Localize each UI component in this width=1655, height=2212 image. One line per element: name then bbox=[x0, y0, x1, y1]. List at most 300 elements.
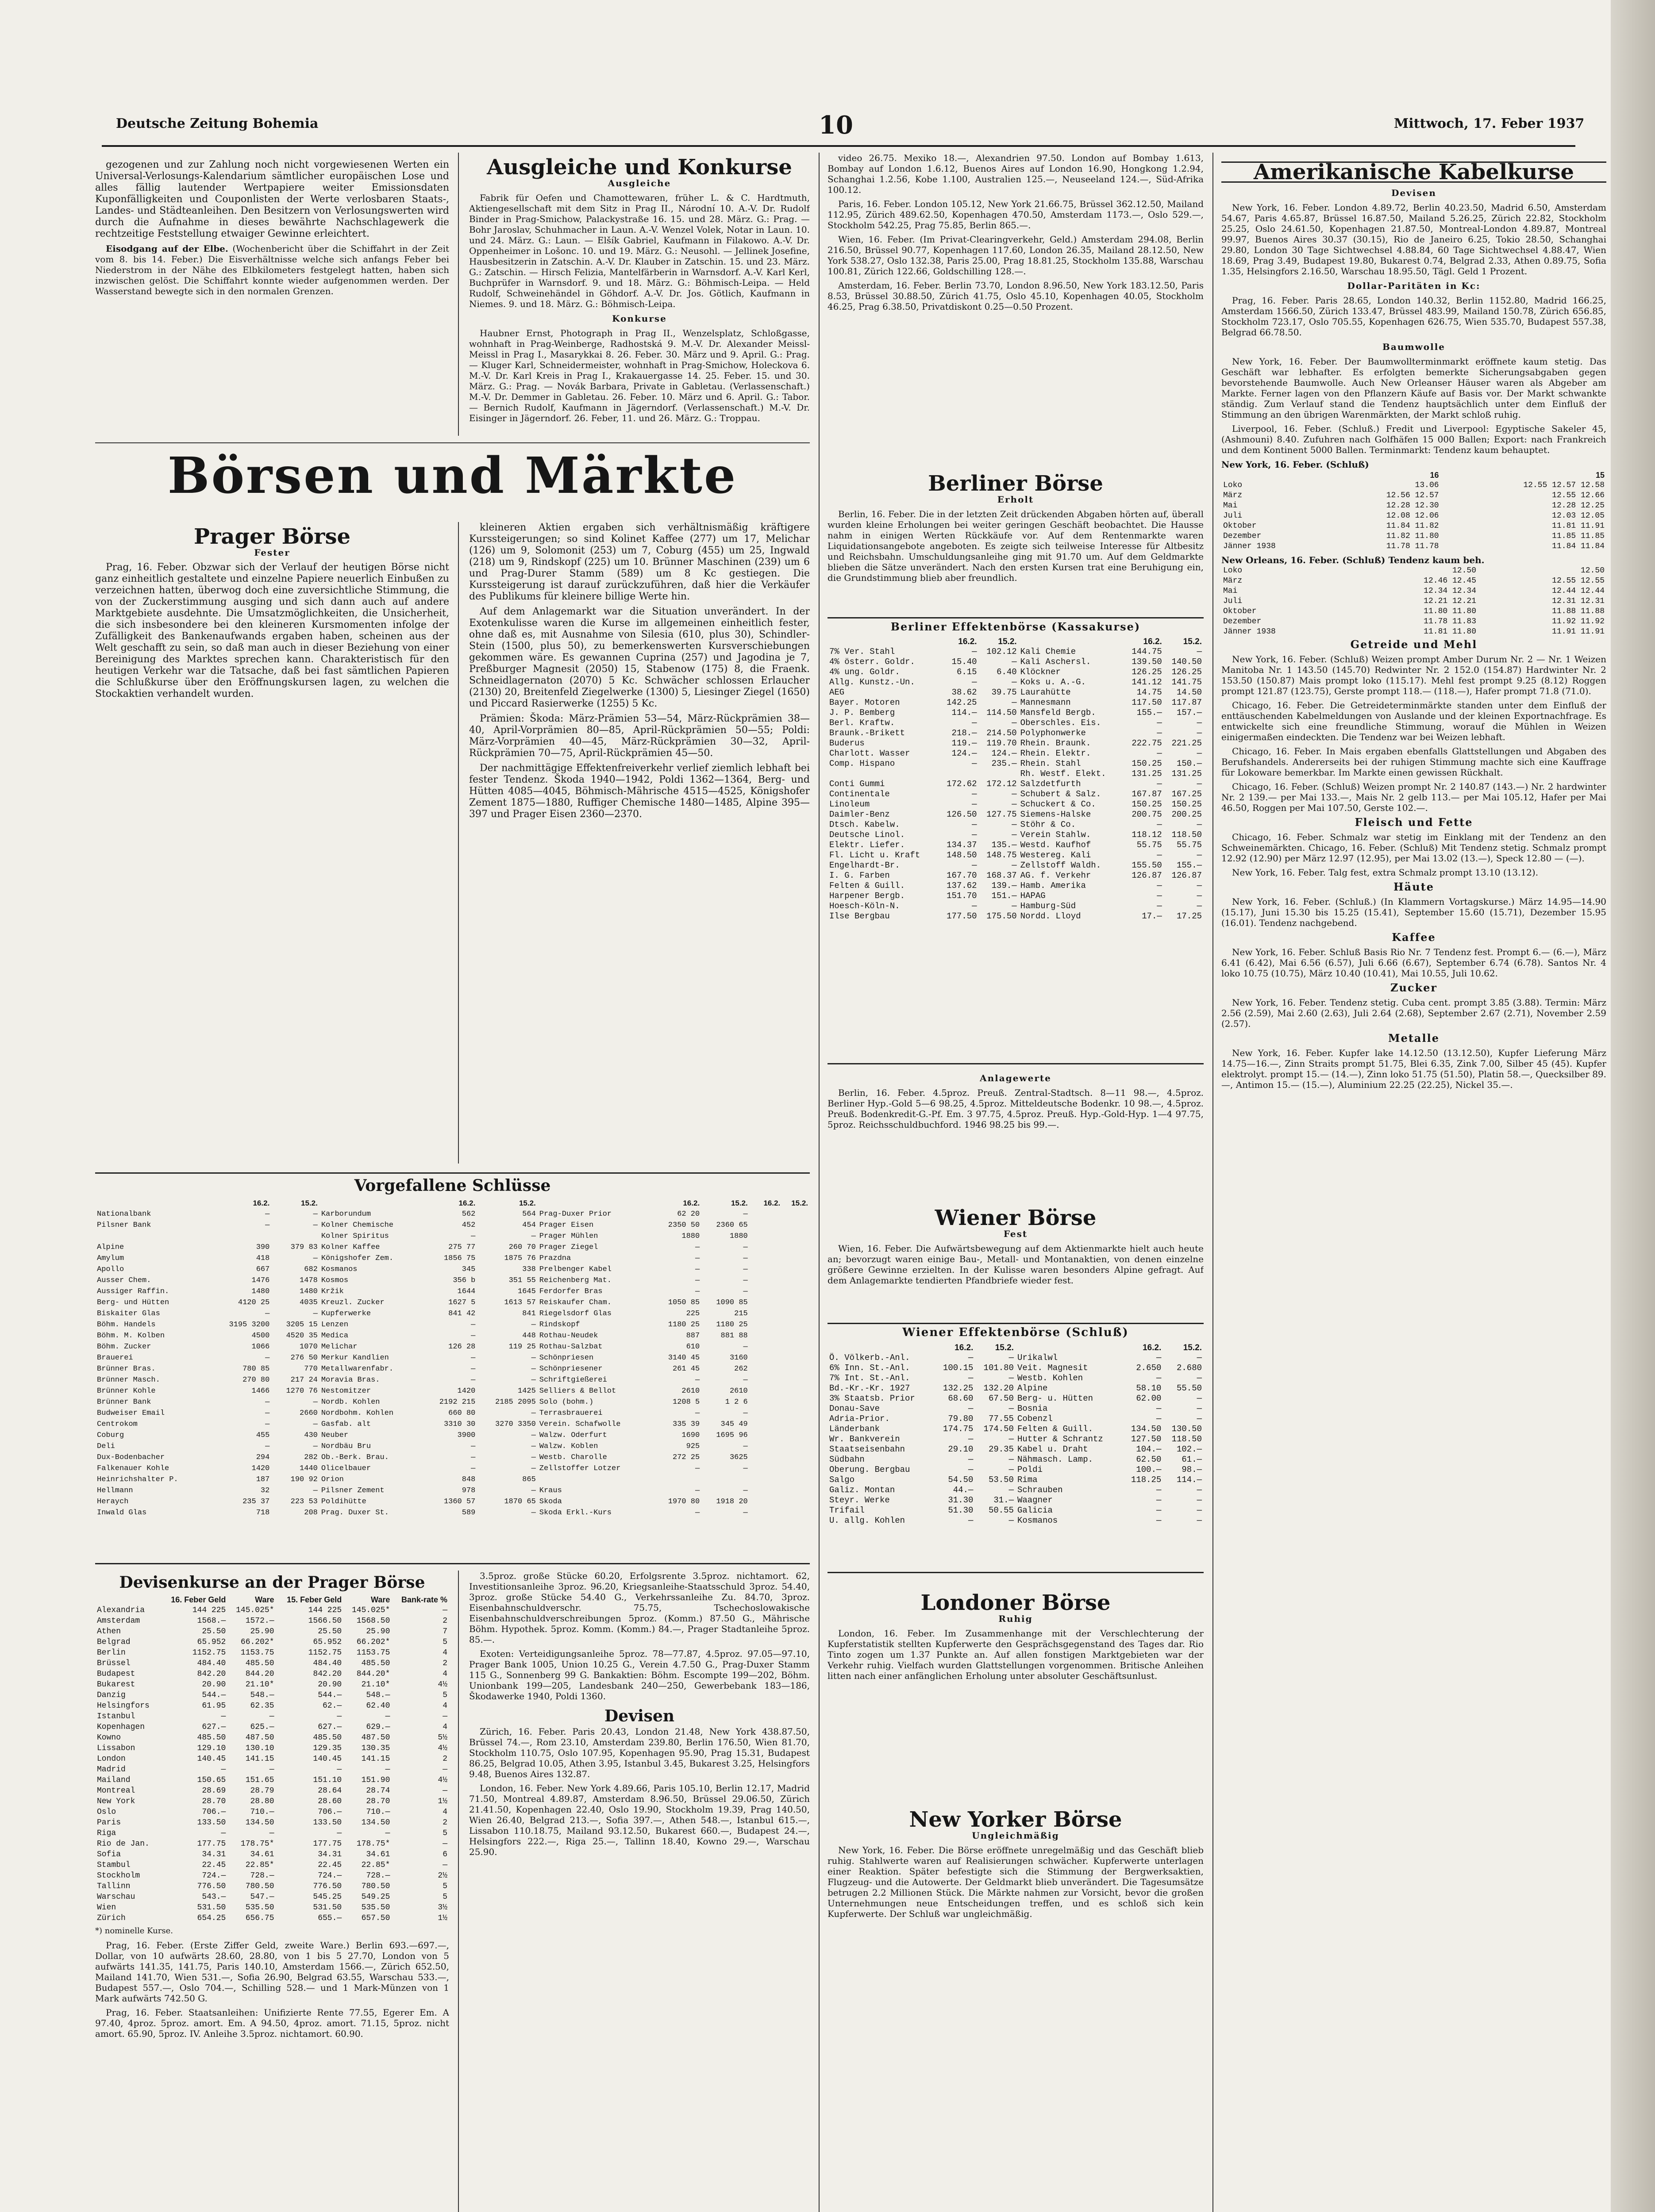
vorgefallene-cell bbox=[750, 1297, 754, 1308]
berlin-kassa-cell: Hamburg-Süd bbox=[1020, 901, 1076, 911]
vorgefallene-cell: Kosmos bbox=[321, 1276, 349, 1285]
vorgefallene-cell: Amylum bbox=[97, 1254, 124, 1263]
vorgefallene-cell: 1420 bbox=[251, 1464, 270, 1473]
vorgefallene-cell: 345 bbox=[462, 1265, 476, 1274]
vorgefallene-cell bbox=[750, 1452, 754, 1463]
berlin-kassa-cell: Kali Aschersl. bbox=[1020, 657, 1091, 667]
devisen-prag-cell: Tallinn bbox=[97, 1882, 131, 1891]
vorgefallene-cell: 1480 bbox=[300, 1287, 318, 1296]
vorgefallene-header: 15.2. bbox=[519, 1199, 536, 1207]
wiener-effekten-cell: Südbahn bbox=[829, 1455, 865, 1464]
liverpool-text: Liverpool, 16. Feber. (Schluß.) Fredit und Liverpool: Egyptische Sakeler 45, (Ashmouni) 8.40. Zufuhren nach Golfhäfen 15 000 Ballen; Export: nach Frankreich und dem Kontinent 5000 Ballen. Terminmarkt: Tendenz kaum behauptet. bbox=[1221, 423, 1606, 455]
konkurse-text: Haubner Ernst, Photograph in Prag II., Wenzelsplatz, Schloßgasse, wohnhaft in Prag-Weinberge, Radhostská 9. M.-V. Dr. Alexander Meissl-Meissl in Prag I., Masarykkai 8. 26. Feber. 30. März und 9. April. G.: Prag. — Kluger Karl, Schneidermeister, wohnhaft in Prag-Smichow, Holeckova 6. M.-V. Dr. Karl Kreis in Prag I., Krakauergasse 14. 25. Feber. 15. und 30. März. G.: Prag. — Novák Barbara, Private in Gabletau. (Verlassenschaft.) M.-V. Dr. Demmer in Gabletau. 26. Feber. 10. März und 6. April. G.: Tabor. — Bernich Rudolf, Kaufmann in Jägerndorf. (Verlassenschaft.) M.-V. Dr. Eisinger in Jägerndorf. 26. Feber, 11. und 26. März. G.: Troppau. bbox=[469, 328, 810, 423]
devisen-prag-cell: 140.45 bbox=[313, 1755, 342, 1763]
vorgefallene-cell bbox=[750, 1319, 754, 1330]
berlin-kassa-cell: Buderus bbox=[829, 738, 865, 748]
wiener-effekten-row bbox=[828, 1394, 1204, 1404]
vorgefallene-cell: — bbox=[695, 1287, 700, 1296]
wiener-effekten-cell: Hutter & Schrantz bbox=[1017, 1434, 1103, 1444]
vorgefallene-cell: 887 bbox=[686, 1332, 700, 1340]
wiener-effekten-row bbox=[828, 1373, 1204, 1383]
wiener-effekten-cell: 29.35 bbox=[988, 1444, 1014, 1454]
column-rule bbox=[458, 522, 459, 1164]
devisen-prag-cell: 724.— bbox=[318, 1871, 342, 1880]
berlin-kassa-cell: 167.87 bbox=[1132, 789, 1162, 799]
devisen-prag-cell: Montreal bbox=[97, 1786, 135, 1795]
vorgefallene-cell: — bbox=[531, 1232, 536, 1240]
devisen-prag-cell: 2½ bbox=[438, 1871, 447, 1880]
wiener-effekten-box bbox=[828, 1323, 1204, 1573]
londoner-title: Londoner Börse bbox=[920, 1590, 1111, 1615]
vorgefallene-cell bbox=[750, 1231, 754, 1242]
berlin-kassa-cell bbox=[979, 769, 1019, 779]
vorgefallene-cell bbox=[750, 1419, 754, 1430]
vorgefallene-cell bbox=[782, 1430, 810, 1441]
wiener-effekten-cell: 62.00 bbox=[1136, 1394, 1162, 1403]
berlin-kassa-cell: 172.62 bbox=[947, 779, 977, 789]
vorgefallene-cell: 275 77 bbox=[448, 1243, 476, 1252]
vorgefallene-cell: 925 bbox=[686, 1442, 700, 1451]
berlin-kassa-cell: — bbox=[972, 820, 977, 830]
berlin-kassa-row bbox=[828, 687, 1204, 698]
berlin-kassa-row bbox=[828, 728, 1204, 738]
wiener-effekten-row bbox=[828, 1475, 1204, 1485]
ny-baumwolle-cell: 12.28 12.25 bbox=[1552, 501, 1605, 510]
vorgefallene-cell bbox=[782, 1386, 810, 1397]
vorgefallene-cell: 848 bbox=[462, 1475, 476, 1484]
vorgefallene-cell bbox=[754, 1308, 782, 1319]
berlin-kassa-cell: Westd. Kaufhof bbox=[1020, 840, 1091, 850]
vorgefallene-cell bbox=[211, 1231, 271, 1242]
anlagewerte bbox=[828, 1071, 1204, 1172]
vorgefallene-cell: Selliers & Bellot bbox=[539, 1387, 616, 1395]
berlin-kassa-cell: — bbox=[1012, 657, 1017, 667]
vorgefallene-cell bbox=[701, 1474, 750, 1485]
berlin-kassa-cell: — bbox=[972, 901, 977, 911]
wiener-effekten-cell: 6% Inn. St.-Anl. bbox=[829, 1363, 910, 1373]
wiener-effekten-cell: — bbox=[1008, 1516, 1014, 1525]
wiener-effekten-cell: — bbox=[1008, 1373, 1014, 1383]
wiener-effekten-cell: 61.— bbox=[1182, 1455, 1202, 1464]
vorgefallene-cell: 119 25 bbox=[508, 1343, 536, 1351]
vorgefallene-cell: — bbox=[743, 1287, 748, 1296]
vorgefallene-cell: 390 bbox=[256, 1243, 270, 1252]
vorgefallene-cell: 262 bbox=[734, 1365, 748, 1373]
devisen-prag-cell: 151.90 bbox=[361, 1776, 390, 1785]
ny-baumwolle-cell: 11.85 11.85 bbox=[1552, 532, 1605, 541]
new-orleans-row bbox=[1221, 617, 1606, 627]
getreide-title: Getreide und Mehl bbox=[1350, 638, 1478, 651]
devisen-prag-cell: 1153.75 bbox=[356, 1648, 390, 1657]
staatsanleihen-text: Prag, 16. Feber. Staatsanleihen: Unifizierte Rente 77.55, Egerer Em. A 97.40, 4proz. 5proz. amort. Em. A 94.50, 4proz. amort. 71.15, 5proz. nicht amort. 65.90, 5proz. IV. Anleihe 3.5proz. nichtamort. 60.90. bbox=[95, 2007, 449, 2039]
fleisch-title: Fleisch und Fette bbox=[1355, 816, 1473, 829]
devisen-prag-cell: 20.90 bbox=[202, 1680, 226, 1689]
vorgefallene-cell: 452 bbox=[462, 1221, 476, 1229]
berlin-kassa-cell: 200.75 bbox=[1132, 810, 1162, 819]
london-devisen: London, 16. Feber. New York 4.89.66, Paris 105.10, Berlin 12.17, Madrid 71.50, Montreal 4.89.87, Amsterdam 8.96.50, Brüssel 29.06.50, Zürich 21.41.50, Kopenhagen 22.40, Oslo 19.90, Stockholm 19.39, Prag 140.50, Wien 26.40, Belgrad 213.—, Sofia 397.—, Athen 548.—, Istanbul 615.—, Lissabon 110.18.75, Mailand 93.12.50, Bukarest 660.—, Budapest 24.—, Helsingfors 222.—, Riga 25.—, Tallinn 18.40, Kowno 29.—, Warschau 25.90. bbox=[469, 1783, 810, 1857]
verlosung-text: gezogenen und zur Zahlung noch nicht vorgewiesenen Werten ein Universal-Verlosungs-Kalendarium sämtlicher europäischen Lose und alles fällig lautender Wertpapiere weiter Emissionsdaten Kuponfälligkeiten und Couponlisten der Werte verlosbaren Staats-, Landes- und Städteanleihen. Den Besitzern von Verlosungswerten wird durch die Aufnahme in dieses bewährte Nachschlagewerk die rechtzeitige Feststellung etwaiger Gewinne erleichtert. bbox=[95, 159, 449, 239]
berlin-kassa-cell: Siemens-Halske bbox=[1020, 810, 1091, 819]
vorgefallene-cell: 1970 80 bbox=[668, 1498, 700, 1506]
vorgefallene-cell bbox=[754, 1220, 782, 1231]
new-orleans-cell: 12.21 12.21 bbox=[1424, 597, 1476, 606]
wiener-effekten-cell: — bbox=[1156, 1505, 1162, 1515]
ny-baumwolle-row bbox=[1221, 521, 1606, 531]
vorgefallene-cell: Riegelsdorf Glas bbox=[539, 1310, 612, 1318]
devisen-prag-cell: Helsingfors bbox=[97, 1701, 150, 1710]
devisen-prag-cell: 25.90 bbox=[366, 1627, 390, 1636]
devisen-prag-cell: Belgrad bbox=[97, 1638, 131, 1647]
berlin-kassa-cell: — bbox=[1197, 881, 1202, 891]
berlin-kassa-cell: Daimler-Benz bbox=[829, 810, 890, 819]
berlin-kassa-cell: Laurahütte bbox=[1020, 687, 1071, 697]
ny-baumwolle-row bbox=[1221, 491, 1606, 501]
zuerich-devisen: Zürich, 16. Feber. Paris 20.43, London 21.48, New York 438.87.50, Brüssel 74.—, Rom 23.10, Amsterdam 239.80, Berlin 176.50, Wien 81.70, Stockholm 110.75, Oslo 107.95, Kopenhagen 95.90, Prag 15.31, Budapest 86.25, Belgrad 10.05, Athen 3.95, Istanbul 3.45, Bukarest 3.25, Helsingfors 9.48, Buenos Aires 132.87. bbox=[469, 1726, 810, 1779]
vorgefallene-cell bbox=[754, 1253, 782, 1264]
berlin-kassa-cell: 126.87 bbox=[1132, 871, 1162, 880]
vorgefallene-cell: — bbox=[695, 1243, 700, 1252]
ny-baumwolle-table bbox=[1221, 470, 1606, 552]
vorgefallene-cell: 338 bbox=[522, 1265, 536, 1274]
haeute-title: Häute bbox=[1393, 880, 1435, 893]
berlin-kassa-cell: 150.25 bbox=[1132, 759, 1162, 768]
vorgefallene-cell bbox=[750, 1386, 754, 1397]
vorgefallene-cell: 2350 50 bbox=[668, 1221, 700, 1229]
vorgefallene-row bbox=[95, 1253, 810, 1264]
berlin-kassa-cell: Kali Chemie bbox=[1020, 647, 1076, 657]
new-orleans-cell: 11.91 11.91 bbox=[1552, 627, 1605, 636]
wiener-effekten-cell: Veit. Magnesit bbox=[1017, 1363, 1088, 1373]
devisen-prag-cell: 2 bbox=[443, 1617, 447, 1625]
berlin-kassa-cell: 139.50 bbox=[1132, 657, 1162, 667]
vorgefallene-cell bbox=[782, 1397, 810, 1408]
devisen-prag-cell: 34.31 bbox=[202, 1850, 226, 1859]
wiener-boerse bbox=[828, 1203, 1204, 1310]
vorgefallene-cell bbox=[95, 1231, 211, 1242]
vorgefallene-cell: Zellstoffer Lotzer bbox=[539, 1464, 621, 1473]
berlin-kassa-cell: 7% Ver. Stahl bbox=[829, 647, 895, 657]
devisen-prag-cell: 34.61 bbox=[250, 1850, 274, 1859]
wiener-effekten-cell: 118.50 bbox=[1171, 1434, 1202, 1444]
devisen-prag-cell: Bukarest bbox=[97, 1680, 135, 1689]
new-orleans-cell: 12.46 12.45 bbox=[1424, 576, 1476, 585]
berlin-kassa-row bbox=[828, 850, 1204, 860]
vorgefallene-cell: — bbox=[743, 1265, 748, 1274]
wiener-effekten-row bbox=[828, 1424, 1204, 1434]
berlin-kassa-header: 16.2. bbox=[958, 637, 977, 646]
vorgefallene-cell: 1440 bbox=[300, 1464, 318, 1473]
vorgefallene-row bbox=[95, 1507, 810, 1518]
vorgefallene-cell: Deli bbox=[97, 1442, 115, 1451]
vorgefallene-cell: Walzw. Oderfurt bbox=[539, 1431, 607, 1440]
vorgefallene-row bbox=[95, 1485, 810, 1496]
vorgefallene-cell: Schriftgießerei bbox=[539, 1376, 607, 1384]
devisen-prag-cell: 140.45 bbox=[197, 1755, 226, 1763]
berlin-kassa-cell: 15.40 bbox=[951, 657, 977, 667]
berlin-kassa-cell: 39.75 bbox=[991, 687, 1017, 697]
new-orleans-cell: März bbox=[1223, 576, 1243, 585]
column-rule bbox=[819, 153, 820, 2212]
wiener-effekten-cell: Waagner bbox=[1017, 1495, 1053, 1505]
vorgefallene-cell: 1466 bbox=[251, 1387, 270, 1395]
vorgefallene-cell bbox=[782, 1507, 810, 1518]
vorgefallene-cell: — bbox=[695, 1486, 700, 1495]
vorgefallene-row bbox=[95, 1308, 810, 1319]
devisen-prag-cell: 7 bbox=[443, 1627, 447, 1636]
devisen-prag-cell: Lissabon bbox=[97, 1744, 135, 1753]
vorgefallene-cell: — bbox=[531, 1365, 536, 1373]
page-number: 10 bbox=[819, 111, 853, 140]
ny-baumwolle-cell: 13.06 bbox=[1415, 481, 1439, 490]
wiener-effekten-cell: 98.— bbox=[1182, 1465, 1202, 1475]
vorgefallene-header bbox=[750, 1198, 754, 1209]
berlin-kassa-header bbox=[828, 637, 939, 647]
vorgefallene-cell: Kolner Spiritus bbox=[321, 1232, 389, 1240]
vorgefallene-cell: 215 bbox=[734, 1310, 748, 1318]
devisen-prag-row bbox=[95, 1860, 449, 1870]
berlin-kassa-cell: Felten & Guill. bbox=[829, 881, 905, 891]
vorgefallene-cell: Nordbäu Bru bbox=[321, 1442, 371, 1451]
vorgefallene-cell: 1360 57 bbox=[443, 1498, 476, 1506]
devisen-prag-cell: — bbox=[337, 1765, 342, 1774]
vorgefallene-cell: — bbox=[313, 1442, 318, 1451]
berlin-kassa-row bbox=[828, 901, 1204, 911]
vorgefallene-cell bbox=[782, 1253, 810, 1264]
vorgefallene-cell: Kržik bbox=[321, 1287, 344, 1296]
devisen-prag-cell: 5 bbox=[443, 1882, 447, 1891]
vorgefallene-cell: — bbox=[531, 1486, 536, 1495]
wiener-effekten-cell: — bbox=[1197, 1505, 1202, 1515]
berlin-kassa-cell: — bbox=[972, 789, 977, 799]
wiener-effekten-cell: 44.— bbox=[953, 1485, 974, 1495]
devisen-prag-cell: Athen bbox=[97, 1627, 121, 1636]
dollar-paritaeten-text: Prag, 16. Feber. Paris 28.65, London 140.32, Berlin 1152.80, Madrid 166.25, Amsterdam 1566.50, Zürich 133.47, Brüssel 483.99, Mailand 150.78, Zürich 656.85, Stockholm 723.17, Oslo 705.55, Kopenhagen 626.75, Wien 535.70, Budapest 557.38, Belgrad 66.78.50. bbox=[1221, 295, 1606, 338]
berlin-kassa-cell: — bbox=[1012, 820, 1017, 830]
devisen-prag-header bbox=[95, 1594, 160, 1605]
devisen-prag-cell: — bbox=[221, 1712, 226, 1721]
vorgefallene-cell: Prager Mühlen bbox=[539, 1232, 598, 1240]
devisen-prag-textblock bbox=[95, 1940, 449, 2043]
vorgefallene-cell: 562 bbox=[462, 1210, 476, 1218]
prager-praemien: Prämien: Škoda: März-Prämien 53—54, März-Rückprämien 38—40, April-Vorprämien 80—85, April-Rückprämien 50—55; Poldi: März-Vorprämien 40—45, März-Rückprämien 30—32, April-Rückprämien 70—75, April-Rückprämien 45—50. bbox=[469, 713, 810, 759]
vorgefallene-cell bbox=[782, 1319, 810, 1330]
devisen-prag-cell: 5½ bbox=[438, 1733, 447, 1742]
vorgefallene-cell: — bbox=[695, 1409, 700, 1417]
vorgefallene-cell bbox=[754, 1397, 782, 1408]
vorgefallene-cell: 217 24 bbox=[290, 1376, 318, 1384]
page-fold-shadow bbox=[1611, 0, 1655, 2212]
wiener-effekten-header: 16.2. bbox=[955, 1343, 974, 1352]
devisen-prag-cell: 129.10 bbox=[197, 1744, 226, 1753]
wiener-effekten-cell: 29.10 bbox=[948, 1444, 974, 1454]
devisen-prag-cell: 780.50 bbox=[361, 1882, 390, 1891]
berlin-kassa-cell: — bbox=[972, 759, 977, 768]
vorgefallene-header: 16.2. bbox=[683, 1199, 700, 1207]
section-rule bbox=[95, 442, 810, 443]
vorgefallene-cell: — bbox=[743, 1509, 748, 1517]
vorgefallene-cell: — bbox=[471, 1376, 476, 1384]
vorgefallene-row bbox=[95, 1375, 810, 1386]
berlin-kassa-cell: 131.25 bbox=[1132, 769, 1162, 779]
ny-baumwolle-header: 16 bbox=[1430, 471, 1439, 480]
devisen-prag-cell: 1568.— bbox=[197, 1617, 226, 1625]
vorgefallene-cell: — bbox=[695, 1265, 700, 1274]
berlin-kassa-cell: Conti Gummi bbox=[829, 779, 885, 789]
vorgefallene-cell: 1690 bbox=[681, 1431, 700, 1440]
vorgefallene-header: 16.2. bbox=[458, 1199, 476, 1207]
berlin-kassa-cell: 139.— bbox=[991, 881, 1017, 891]
newyorker-boerse bbox=[828, 1805, 1204, 2212]
vorgefallene-cell: 2192 215 bbox=[439, 1398, 476, 1406]
column-kabelkurse bbox=[1221, 153, 1606, 2212]
devisen-prag-cell: — bbox=[443, 1861, 447, 1870]
devisen-prag-cell: 484.40 bbox=[313, 1659, 342, 1668]
vorgefallene-cell: 356 b bbox=[453, 1276, 476, 1285]
vorgefallene-cell: — bbox=[313, 1486, 318, 1495]
wiener-effekten-cell: 7% Int. St.-Anl. bbox=[829, 1373, 910, 1383]
vorgefallene-header: 15.2. bbox=[301, 1199, 318, 1207]
vorgefallene-cell: Rothau-Salzbat bbox=[539, 1343, 603, 1351]
vorgefallene-cell: Skoda Erkl.-Kurs bbox=[539, 1509, 612, 1517]
devisen-prag-row bbox=[95, 1679, 449, 1690]
dollar-paritaeten-title: Dollar-Paritäten in Kc: bbox=[1347, 280, 1481, 291]
berlin-kassa-cell: — bbox=[1012, 789, 1017, 799]
berlin-kassa-cell: 6.15 bbox=[956, 667, 977, 677]
vorgefallene-cell: — bbox=[471, 1332, 476, 1340]
vorgefallene-cell: Karborundum bbox=[321, 1210, 371, 1218]
vorgefallene-cell bbox=[754, 1419, 782, 1430]
vorgefallene-cell: 448 bbox=[522, 1332, 536, 1340]
wiener-effekten-cell: 62.50 bbox=[1136, 1455, 1162, 1464]
vorgefallene-cell bbox=[782, 1363, 810, 1375]
devisen-prag-cell: 25.50 bbox=[202, 1627, 226, 1636]
elbe-notice-text: (Wochenbericht über die Schiffahrt in der Zeit vom 8. bis 14. Feber.) Die Eisverhältnisse welche sich anfangs Feber bei Niederstrom in der Nähe des Elbkilometers festgelegt hatten, haben sich inzwischen gelöst. Die Schiffahrt konnte wieder aufgenommen werden. Der Wasserstand bewegte sich in den normalen Grenzen. bbox=[95, 243, 449, 296]
vorgefallene-cell: Ferdorfer Bras bbox=[539, 1287, 603, 1296]
ny-baumwolle-cell: Dezember bbox=[1223, 532, 1262, 541]
devisen-prag-cell: 485.50 bbox=[245, 1659, 274, 1668]
vorgefallene-header: 16.2. bbox=[253, 1199, 270, 1207]
wiener-effekten-cell: Wr. Bankverein bbox=[829, 1434, 900, 1444]
wiener-effekten-cell: Länderbank bbox=[829, 1424, 880, 1434]
vorgefallene-cell: Brünner Bras. bbox=[97, 1365, 156, 1373]
devisen-prag-cell: — bbox=[221, 1829, 226, 1838]
vorgefallene-cell: 841 bbox=[522, 1310, 536, 1318]
amsterdam-devisen: Amsterdam, 16. Feber. Berlin 73.70, London 8.96.50, New York 183.12.50, Paris 8.53, Brüssel 30.88.50, Zürich 41.75, Oslo 45.10, Kopenhagen 40.05, Stockholm 46.25, Prag 6.38.50, Privatdiskont 0.25—0.50 Prozent. bbox=[828, 280, 1204, 312]
wiener-effekten-cell: 104.— bbox=[1136, 1444, 1162, 1454]
vorgefallene-cell: 610 bbox=[686, 1343, 700, 1351]
prager-boerse-cont bbox=[469, 522, 810, 1164]
ausgleiche-subtitle: Ausgleiche bbox=[608, 178, 671, 188]
wiener-effekten-cell: Nähmasch. Lamp. bbox=[1017, 1455, 1093, 1464]
vorgefallene-cell: — bbox=[265, 1442, 270, 1451]
berlin-kassa-cell: 55.75 bbox=[1136, 840, 1162, 850]
new-orleans-cell: Oktober bbox=[1223, 607, 1257, 616]
vorgefallene-cell: Verein. Schafwolle bbox=[539, 1420, 621, 1429]
vorgefallene-cell bbox=[754, 1474, 782, 1485]
devisen-prag-cell: 28.79 bbox=[250, 1786, 274, 1795]
berlin-kassa-cell: 141.12 bbox=[1132, 677, 1162, 687]
vorgefallene-cell bbox=[750, 1441, 754, 1452]
devisen-prag-cell: 21.10* bbox=[245, 1680, 274, 1689]
wiener-effekten-row bbox=[828, 1414, 1204, 1424]
wiener-effekten-cell: 102.— bbox=[1176, 1444, 1202, 1454]
devisen-prag-cell: Danzig bbox=[97, 1691, 126, 1700]
issue-date: Mittwoch, 17. Feber 1937 bbox=[1394, 116, 1585, 131]
devisen-prag-cell: 4½ bbox=[438, 1744, 447, 1753]
devisen-prag-header: 15. Feber Geld bbox=[287, 1595, 342, 1604]
vorgefallene-cell: Walzw. Koblen bbox=[539, 1442, 598, 1451]
berlin-kassa-cell: 117.50 bbox=[1132, 698, 1162, 707]
berlin-kassa-cell: 14.75 bbox=[1136, 687, 1162, 697]
berlin-kassa-cell: 137.62 bbox=[947, 881, 977, 891]
berlin-kassa-cell: Rhein. Stahl bbox=[1020, 759, 1081, 768]
berlin-kassa-cell: 131.25 bbox=[1171, 769, 1202, 779]
vorgefallene-cell: 1645 bbox=[517, 1287, 536, 1296]
berlin-kassa-cell: — bbox=[1157, 881, 1162, 891]
wiener-effekten-cell: 31.30 bbox=[948, 1495, 974, 1505]
vorgefallene-cell bbox=[754, 1297, 782, 1308]
exoten-text: Exoten: Verteidigungsanleihe 5proz. 78—77.87, 4.5proz. 97.05—97.10, Prager Bank 1005, Union 10.25 G., Verein 4.7.50 G., Prag-Duxer Stamm 115 G., Sonnenberg 99 G. Bankaktien: Böhm. Escompte 199—202, Böhm. Unionbank 199—205, Landesbank 240—250, Gewerbebank 183—186, Škodawerke 1940, Poldi 1360. bbox=[469, 1648, 810, 1701]
berlin-kassa-cell: 126.87 bbox=[1171, 871, 1202, 880]
vorgefallene-header bbox=[95, 1198, 211, 1209]
ny-baumwolle-cell: Oktober bbox=[1223, 522, 1257, 530]
devisen-prag-cell: 656.75 bbox=[245, 1914, 274, 1923]
vorgefallene-cell: 3310 30 bbox=[443, 1420, 476, 1429]
berlin-kassa-cell: 141.75 bbox=[1171, 677, 1202, 687]
wiener-effekten-cell: Ö. Völkerb.-Anl. bbox=[829, 1353, 910, 1363]
ny-baumwolle-cell: Mai bbox=[1223, 501, 1238, 510]
devisen-prag-cell: 177.75 bbox=[313, 1839, 342, 1848]
devisen-prag-cell: — bbox=[443, 1786, 447, 1795]
vorgefallene-cell: — bbox=[471, 1464, 476, 1473]
prager-text-2: kleineren Aktien ergaben sich verhältnismäßig kräftigere Kurssteigerungen; so sind Kolinet Kaffee (277) um 17, Melichar (126) um 9, Solomonit (253) um 7, Coburg (455) um 25, Ingwald (218) um 9, Rindskopf (225) um 10. Brünner Maschinen (239) um 6 und Prag-Durer Stamm (589) um 8 Kc gestiegen. Die Kurssteigerung ist darauf zurückzuführen, daß hier die Verkäufer des Publikums für kleinere billige Werte hin. bbox=[469, 522, 810, 602]
wiener-effekten-cell: 2.650 bbox=[1136, 1363, 1162, 1373]
vorgefallene-cell bbox=[754, 1485, 782, 1496]
devisen-prag-cell: 629.— bbox=[366, 1723, 390, 1732]
column-verlosung bbox=[95, 159, 449, 425]
vorgefallene-cell bbox=[654, 1474, 702, 1485]
devisen-prag-cell: 1568.50 bbox=[356, 1617, 390, 1625]
vorgefallene-row bbox=[95, 1397, 810, 1408]
vorgefallene-cell: Prager Ziegel bbox=[539, 1243, 598, 1252]
vorgefallene-row bbox=[95, 1341, 810, 1352]
vorgefallene-cell: — bbox=[743, 1276, 748, 1285]
berlin-kassa-cell: Hamb. Amerika bbox=[1020, 881, 1086, 891]
devisen-prag-cell: — bbox=[269, 1712, 274, 1721]
berlin-kassa-cell: 118.50 bbox=[1171, 830, 1202, 840]
chicago-text: Chicago, 16. Feber. Die Getreideterminmärkte standen unter dem Einfluß der enttäuschenden Kabelmeldungen von Auslande und der kleinen Exportnachfrage. Es entwickelte sich eine freundliche Stimmung, worauf die Mühlen in Weizen einigermaßen eindeckten. Die Tendenz war bei Weizen lebhaft. bbox=[1221, 700, 1606, 742]
wiener-effekten-cell: — bbox=[1156, 1516, 1162, 1525]
devisen-prag-cell: 2 bbox=[443, 1755, 447, 1763]
devisen-prag-cell: Amsterdam bbox=[97, 1617, 140, 1625]
vorgefallene-cell: Schönpriesen bbox=[539, 1354, 594, 1362]
berlin-kassa-table bbox=[828, 637, 1204, 922]
new-orleans-cell: 11.81 11.80 bbox=[1424, 627, 1476, 636]
berlin-kassa-cell: Stöhr & Co. bbox=[1020, 820, 1076, 830]
ny-baumwolle-cell: Jänner 1938 bbox=[1223, 542, 1276, 551]
vorgefallene-cell bbox=[750, 1507, 754, 1518]
berlin-kassa-cell: Berl. Kraftw. bbox=[829, 718, 895, 728]
vorgefallene-cell bbox=[754, 1463, 782, 1474]
vorgefallene-cell bbox=[750, 1496, 754, 1507]
vorgefallene-cell: 4120 25 bbox=[238, 1298, 270, 1307]
wiener-effekten-cell: — bbox=[1008, 1353, 1014, 1363]
devisen-prag-cell: — bbox=[337, 1829, 342, 1838]
ny-baumwolle-row bbox=[1221, 480, 1606, 491]
vorgefallene-cell: Skoda bbox=[539, 1498, 562, 1506]
devisen-prag-cell: 178.75* bbox=[356, 1839, 390, 1848]
devisen-prag-cell: 535.50 bbox=[361, 1903, 390, 1912]
